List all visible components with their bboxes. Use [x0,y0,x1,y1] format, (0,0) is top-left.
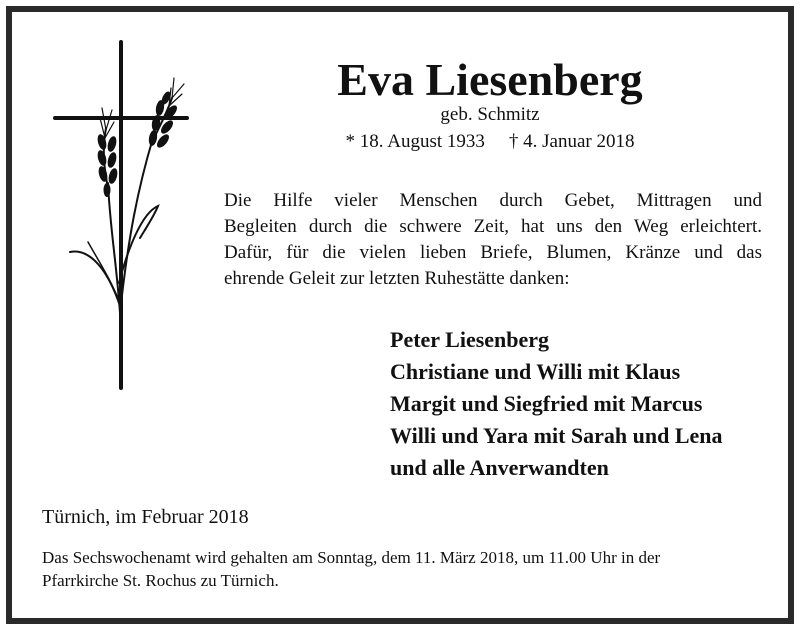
birth-date: * 18. August 1933 [345,131,485,152]
family-member: Christiane und Willi mit Klaus [390,359,681,384]
notice-line: Das Sechswochenamt wird gehalten am Sonntag, dem 11. März 2018, um 11.00 Uhr in der [42,548,661,567]
birth-name: geb. Schmitz [440,104,540,125]
family-list [390,324,723,484]
mass-notice [42,546,762,592]
thanks-line: Begleiten durch die schwere Zeit, hat uns den Weg erleichtert. [224,216,762,237]
thanks-line: Dafür, für die vielen lieben Briefe, Blumen, Kränze und das [224,242,762,263]
place-date: Türnich, im Februar 2018 [42,506,249,528]
life-dates [240,130,740,154]
death-date: † 4. Januar 2018 [508,131,635,152]
family-member: und alle Anverwandten [390,455,609,480]
family-member: Margit und Siegfried mit Marcus [390,391,703,416]
thanks-line: ehrende Geleit zur letzten Ruhestätte danken: [224,268,570,289]
family-member: Willi und Yara mit Sarah und Lena [390,423,723,448]
thanks-text [224,188,762,292]
deceased-name: Eva Liesenberg [337,54,643,105]
family-member: Peter Liesenberg [390,327,550,352]
thanks-line: Die Hilfe vieler Menschen durch Gebet, Mittragen und [224,190,762,211]
notice-line: Pfarrkirche St. Rochus zu Türnich. [42,571,279,590]
cross-with-wheat-icon [50,38,195,398]
